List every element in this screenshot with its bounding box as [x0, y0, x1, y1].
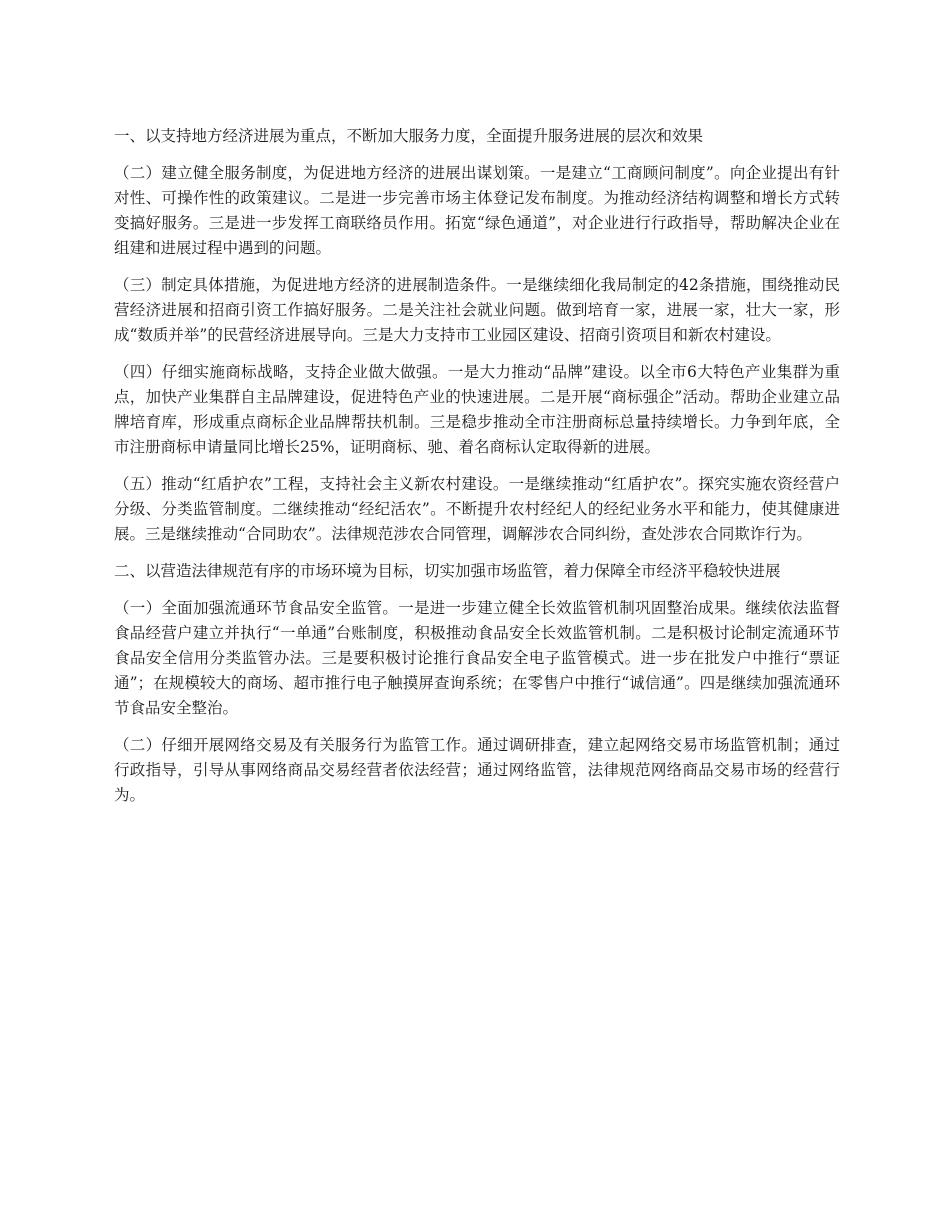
section-heading-2: 二、以营造法律规范有序的市场环境为目标，切实加强市场监管，着力保障全市经济平稳较快进展 [114, 562, 781, 580]
section-heading-1: 一、以支持地方经济进展为重点，不断加大服务力度，全面提升服务进展的层次和效果 [114, 127, 704, 145]
paragraph-online-trading: （二）仔细开展网络交易及有关服务行为监管工作。通过调研排查，建立起网络交易市场监管机制；通过行政指导，引导从事网络商品交易经营者依法经营；通过网络监管，法律规范网络商品交易市场的经营行为。 [114, 736, 840, 804]
paragraph-red-shield: （五）推动“红盾护农”工程，支持社会主义新农村建设。一是继续推动“红盾护农”。探究实施农资经营户分级、分类监管制度。二继续推动“经纪活农”。不断提升农村经纪人的经纪业务水平和能力，使其健康进展。三是继续推动“合同助农”。法律规范涉农合同管理，调解涉农合同纠纷，查处涉农合同欺诈行为。 [114, 475, 840, 543]
paragraph-service-system: （二）建立健全服务制度，为促进地方经济的进展出谋划策。一是建立“工商顾问制度”。向企业提出有针对性、可操作性的政策建议。二是进一步完善市场主体登记发布制度。为推动经济结构调整和增长方式转变搞好服务。三是进一步发挥工商联络员作用。拓宽“绿色通道”，对企业进行行政指导，帮助解决企业在组建和进展过程中遇到的问题。 [114, 164, 840, 257]
document-body [114, 124, 840, 820]
paragraph-food-safety: （一）全面加强流通环节食品安全监管。一是进一步建立健全长效监管机制巩固整治成果。继续依法监督食品经营户建立并执行“一单通”台账制度，积极推动食品安全长效监管机制。二是积极讨论制定流通环节食品安全信用分类监管办法。三是要积极讨论推行食品安全电子监管模式。进一步在批发户中推行“票证通”；在规模较大的商场、超市推行电子触摸屏查询系统；在零售户中推行“诚信通”。四是继续加强流通环节食品安全整治。 [114, 599, 840, 717]
paragraph-trademark-strategy: （四）仔细实施商标战略，支持企业做大做强。一是大力推动“品牌”建设。以全市6大特色产业集群为重点，加快产业集群自主品牌建设，促进特色产业的快速进展。二是开展“商标强企”活动。帮助企业建立品牌培育库，形成重点商标企业品牌帮扶机制。三是稳步推动全市注册商标总量持续增长。力争到年底，全市注册商标申请量同比增长25%，证明商标、驰、着名商标认定取得新的进展。 [114, 363, 840, 456]
paragraph-specific-measures: （三）制定具体措施，为促进地方经济的进展制造条件。一是继续细化我局制定的42条措施，围绕推动民营经济进展和招商引资工作搞好服务。二是关注社会就业问题。做到培育一家，进展一家，壮大一家，形成“数质并举”的民营经济进展导向。三是大力支持市工业园区建设、招商引资项目和新农村建设。 [114, 276, 840, 344]
